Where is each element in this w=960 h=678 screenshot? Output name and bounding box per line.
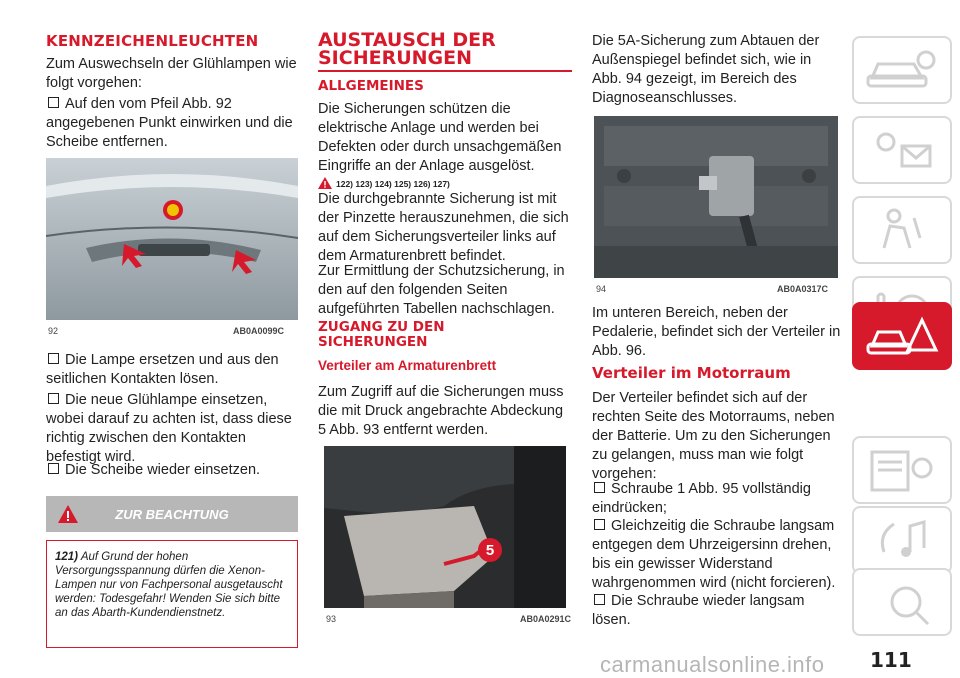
paragraph: Im unteren Bereich, neben der Pedalerie, befindet sich der Verteiler in Abb. 96.: [592, 305, 841, 359]
car-info-icon: [854, 38, 950, 102]
step-item: Gleichzeitig die Schraube langsam entgegen dem Uhrzeigersinn drehen, bis ein gewisser Widerstand wahrgenommen wird (nicht forcieren).: [592, 518, 836, 591]
figure-94-number: 94: [596, 284, 607, 294]
note-title: ZUR BEACHTUNG: [115, 507, 229, 522]
paragraph: Zum Zugriff auf die Sicherungen muss die mit Druck angebrachte Abdeckung 5 Abb. 93 entfernt werden.: [318, 384, 564, 438]
checkbox-bullet-icon: [48, 353, 59, 364]
note-box: [46, 540, 298, 648]
subheading-motorraum: Verteiler im Motorraum: [592, 364, 791, 382]
trunk-lid-illustration: [46, 158, 298, 320]
step-item: Die neue Glühlampe einsetzen, wobei darauf zu achten ist, dass diese richtig zwischen den Kontakten befestigt wird.: [46, 392, 292, 465]
step-item: Die Schraube wieder langsam lösen.: [592, 593, 805, 628]
checkbox-bullet-icon: [594, 594, 605, 605]
figure-92-number: 92: [48, 326, 59, 336]
figure-92-image: [46, 158, 298, 320]
subheading-verteiler: Verteiler am Armaturenbrett: [318, 358, 497, 373]
maintenance-icon: [854, 438, 950, 502]
paragraph: Zur Ermittlung der Schutzsicherung, in den auf den folgenden Seiten aufgeführten Tabellen nachschlagen.: [318, 263, 565, 317]
step-item: Die Lampe ersetzen und aus den seitlichen Kontakten lösen.: [46, 352, 279, 387]
checkbox-bullet-icon: [594, 482, 605, 493]
figure-93-code: AB0A0291C: [520, 614, 572, 624]
warning-lights-icon: [854, 118, 950, 182]
tab-car-info[interactable]: [852, 36, 952, 104]
index-icon: [854, 570, 950, 634]
subheading-allgemeines: ALLGEMEINES: [318, 78, 424, 94]
subheading-zugang: ZUGANG ZU DEN SICHERUNGEN: [318, 319, 445, 350]
tab-index[interactable]: [852, 568, 952, 636]
page-number: 111: [870, 648, 912, 672]
checkbox-bullet-icon: [48, 463, 59, 474]
paragraph: Die durchgebrannte Sicherung ist mit der Pinzette herauszunehmen, die sich auf dem Sicherungsverteiler links auf dem Armaturenbrett befindet.: [318, 191, 569, 264]
note-text: 121) Auf Grund der hohen Versorgungsspannung dürfen die Xenon-Lampen nur von Fachpersonal ausgetauscht werden: Todesgefahr! Wenden Sie sich bitte an das Abarth-Kundendienstnetz.: [55, 551, 283, 619]
step-item: Auf den vom Pfeil Abb. 92 angegebenen Punkt einwirken und die Scheibe entfernen.: [46, 96, 293, 150]
breakdown-icon: [854, 304, 950, 368]
figure-94-code: AB0A0317C: [777, 284, 829, 294]
tab-emergency[interactable]: [852, 302, 952, 370]
tab-maintenance[interactable]: [852, 436, 952, 504]
heading-rule: [318, 70, 572, 72]
figure-93-number: 93: [326, 614, 337, 624]
note-header: [46, 496, 298, 532]
warning-triangle-icon: [318, 177, 332, 189]
step-item: Schraube 1 Abb. 95 vollständig eindrücken;: [592, 481, 811, 516]
tab-multimedia[interactable]: [852, 506, 952, 574]
checkbox-bullet-icon: [48, 393, 59, 404]
paragraph: Die Sicherungen schützen die elektrische Anlage und werden bei Defekten oder durch unsachgemäßen Eingriffe an der Anlage ausgelöst.: [318, 101, 562, 174]
paragraph: Der Verteiler befindet sich auf der rechten Seite des Motorraums, neben der Batterie. Um zu den Sicherungen zu gelangen, muss man wie folgt vorgehen:: [592, 390, 835, 482]
watermark: carmanualsonline.info: [600, 652, 825, 677]
tab-safety[interactable]: [852, 196, 952, 264]
dashboard-fusebox-illustration: [324, 446, 566, 608]
paragraph: Die 5A-Sicherung zum Abtauen der Außenspiegel befindet sich, wie in Abb. 94 gezeigt, im Bereich des Diagnoseanschlusses.: [592, 33, 820, 106]
diagnostic-area-illustration: [594, 116, 838, 278]
figure-93-image: [324, 446, 566, 608]
figure-92-code: AB0A0099C: [233, 326, 285, 336]
figure-94-image: [594, 116, 838, 278]
callout-label: 5: [485, 542, 495, 559]
tab-warning-lights[interactable]: [852, 116, 952, 184]
safety-icon: [854, 198, 950, 262]
multimedia-icon: [854, 508, 950, 572]
intro-text: Zum Auswechseln der Glühlampen wie folgt vorgehen:: [46, 56, 297, 91]
checkbox-bullet-icon: [594, 519, 605, 530]
section-heading: KENNZEICHENLEUCHTEN: [46, 32, 259, 50]
checkbox-bullet-icon: [48, 97, 59, 108]
chapter-heading: AUSTAUSCH DER SICHERUNGEN: [318, 29, 496, 69]
step-item: Die Scheibe wieder einsetzen.: [46, 461, 298, 480]
